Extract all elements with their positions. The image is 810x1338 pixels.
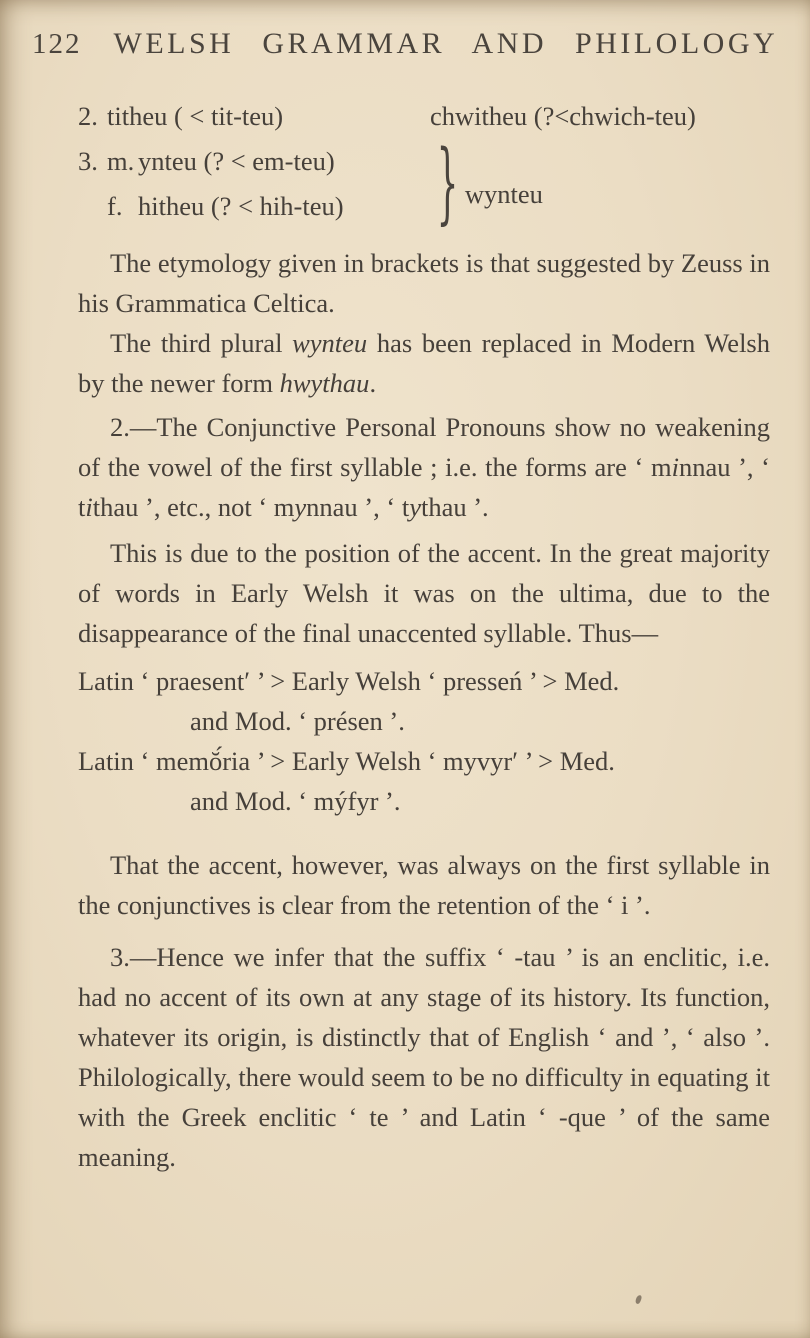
pronoun-form-plural: chwitheu (?<chwich-teu) — [430, 101, 696, 131]
etymology-examples — [78, 661, 770, 821]
third-person-forms — [78, 139, 436, 229]
gender-label: m. — [107, 146, 135, 176]
example-latin-praesent-continued: and Mod. ‘ présen ’. — [190, 706, 405, 736]
gender-label: f. — [107, 191, 123, 221]
scan-speck — [635, 1294, 643, 1304]
paragraph-accent-first-syllable: That the accent, however, was always on the first syllable in the conjunctives is clear from the retention of the ‘ i ’. — [78, 850, 770, 920]
pronoun-table — [78, 94, 770, 235]
example-latin-memoria: Latin ‘ memŏ́ria ’ > Early Welsh ‘ myvyr′ ’ > Med. — [78, 746, 615, 776]
paragraph-accent-position: This is due to the position of the accent. In the great majority of words in Early Welsh it was on the ultima, due to the disappearance of the final unaccented syllable. Thus— — [78, 538, 770, 648]
table-row-second-person — [78, 94, 770, 139]
example-latin-praesent: Latin ‘ praesent′ ’ > Early Welsh ‘ presseń ’ > Med. — [78, 666, 620, 696]
grouping-brace-icon: } — [436, 133, 459, 235]
table-row-feminine — [78, 184, 436, 229]
paragraph-section-3: 3.—Hence we infer that the suffix ‘ -tau ’ is an enclitic, i.e. had no accent of its own at any stage of its history. Its function, whatever its origin, is distinctly that of English ‘ and ’, ‘ also ’. Philologically, there would seem to be no difficulty in equating it with the Greek enclitic ‘ te ’ and Latin ‘ -que ’ of the same meaning. — [78, 942, 770, 1172]
page-title: WELSH GRAMMAR AND PHILOLOGY — [113, 27, 779, 60]
table-group-third-person — [78, 133, 770, 235]
paragraph-third-plural: The third plural wynteu has been replaced in Modern Welsh by the newer form hwythau. — [78, 328, 770, 398]
paragraph-section-2: 2.—The Conjunctive Personal Pronouns show no weakening of the vowel of the first syllable ; i.e. the forms are ‘ minnau ’, ‘ tithau ’, etc., not ‘ mynnau ’, ‘ tythau ’. — [78, 412, 770, 522]
pronoun-form: titheu ( < tit-teu) — [107, 101, 284, 131]
page-number: 122 — [32, 28, 82, 60]
paragraph-etymology: The etymology given in brackets is that suggested by Zeuss in his Grammatica Celtica. — [78, 248, 770, 318]
pronoun-form: ynteu (? < em-teu) — [138, 146, 335, 176]
example-latin-memoria-continued: and Mod. ‘ mýfyr ’. — [190, 786, 401, 816]
table-row-masculine — [78, 139, 436, 184]
merged-plural-form: wynteu — [464, 178, 543, 209]
row-number: 3. — [78, 146, 98, 176]
row-number: 2. — [78, 101, 98, 131]
pronoun-form: hitheu (? < hih-teu) — [138, 191, 344, 221]
running-header — [32, 24, 779, 64]
